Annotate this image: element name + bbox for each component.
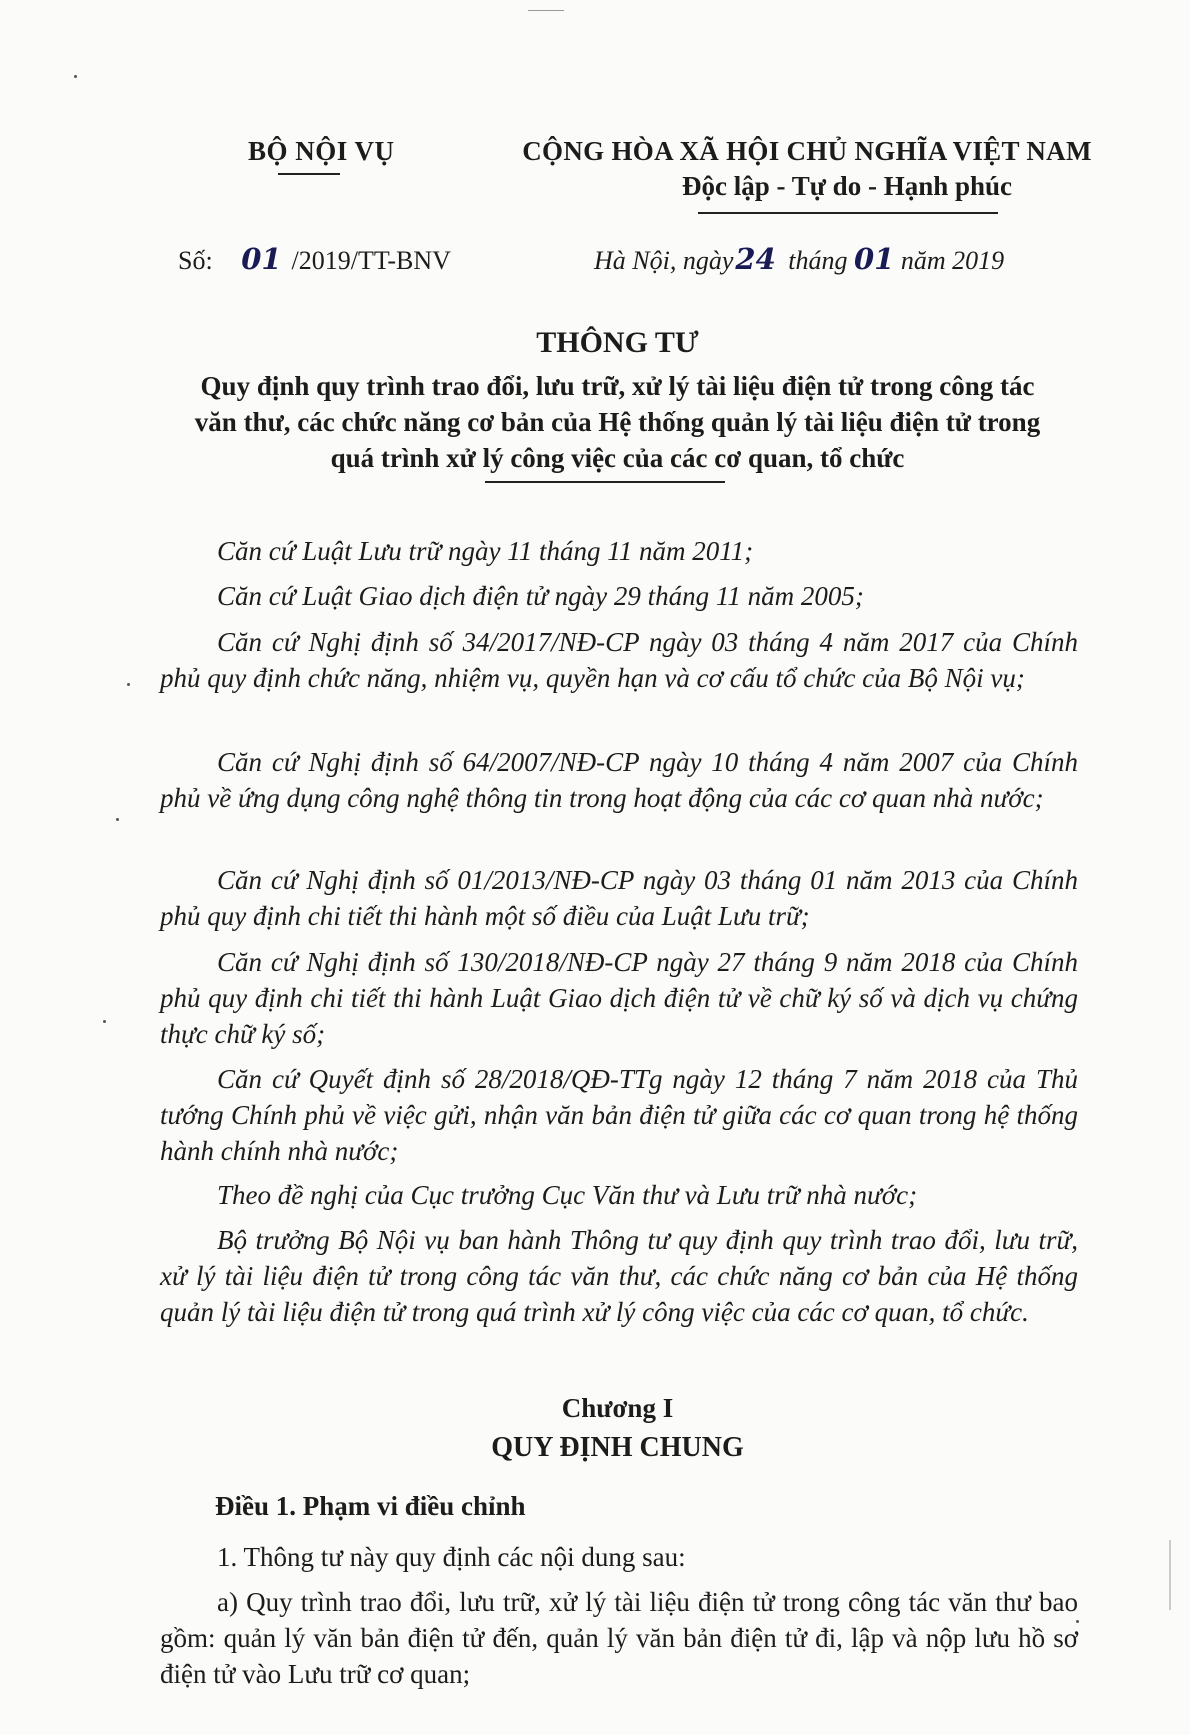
preamble-item: Căn cứ Luật Giao dịch điện tử ngày 29 tháng 11 năm 2005; xyxy=(217,581,864,611)
title-line-2: văn thư, các chức năng cơ bản của Hệ thống quản lý tài liệu điện tử trong xyxy=(194,407,1041,437)
document-date xyxy=(594,242,1004,276)
handwritten-month: 01 xyxy=(853,242,895,276)
preamble-item: Căn cứ Nghị định số 130/2018/NĐ-CP ngày 27 tháng 9 năm 2018 của Chính phủ quy định chi tiết thi hành Luật Giao dịch điện tử về chữ ký số và dịch vụ chứng thực chữ ký số; xyxy=(160,947,1078,1049)
document-number xyxy=(178,242,451,276)
date-year: năm 2019 xyxy=(900,246,1005,275)
date-month-label: tháng xyxy=(788,246,848,275)
doc-number-suffix: /2019/TT-BNV xyxy=(291,246,451,275)
preamble-item: Căn cứ Luật Lưu trữ ngày 11 tháng 11 năm 2011; xyxy=(217,536,754,566)
chapter-label: Chương I xyxy=(561,1393,674,1423)
preamble-item: Căn cứ Nghị định số 01/2013/NĐ-CP ngày 03 tháng 01 năm 2013 của Chính phủ quy định chi tiết thi hành một số điều của Luật Lưu trữ; xyxy=(160,865,1078,931)
country-name: CỘNG HÒA XÃ HỘI CHỦ NGHĨA VIỆT NAM xyxy=(522,136,1092,166)
agency-text: BỘ NỘI VỤ xyxy=(248,136,395,166)
agency-underline xyxy=(278,173,340,175)
document-type: THÔNG TƯ xyxy=(536,326,699,359)
national-header xyxy=(512,136,1102,202)
scan-edge-mark xyxy=(1169,1540,1171,1610)
preamble-item: Căn cứ Nghị định số 34/2017/NĐ-CP ngày 03 tháng 4 năm 2017 của Chính phủ quy định chức năng, nhiệm vụ, quyền hạn và cơ cấu tổ chức của Bộ Nội vụ; xyxy=(160,627,1078,693)
clause-1-point-a: a) Quy trình trao đổi, lưu trữ, xử lý tài liệu điện tử trong công tác văn thư bao gồm: quản lý văn bản điện tử đến, quản lý văn bản điện tử đi, lập và nộp lưu hồ sơ điện tử vào Lưu trữ cơ quan; xyxy=(160,1587,1078,1689)
agency-name xyxy=(248,136,395,167)
motto-underline xyxy=(698,212,998,214)
preamble-item: Theo đề nghị của Cục trưởng Cục Văn thư và Lưu trữ nhà nước; xyxy=(217,1180,918,1210)
title-underline xyxy=(485,481,725,483)
doc-number-prefix: Số: xyxy=(178,246,213,275)
preamble-item: Căn cứ Quyết định số 28/2018/QĐ-TTg ngày 12 tháng 7 năm 2018 của Thủ tướng Chính phủ về việc gửi, nhận văn bản điện tử giữa các cơ quan trong hệ thống hành chính nhà nước; xyxy=(160,1064,1078,1166)
handwritten-number: 01 xyxy=(241,242,282,276)
document-title xyxy=(120,368,1115,476)
title-line-1: Quy định quy trình trao đổi, lưu trữ, xử lý tài liệu điện tử trong công tác xyxy=(200,371,1035,401)
national-motto: Độc lập - Tự do - Hạnh phúc xyxy=(681,171,1013,201)
scan-artifact-line xyxy=(528,10,564,11)
clause-1: 1. Thông tư này quy định các nội dung sau: xyxy=(217,1542,686,1572)
chapter-name: QUY ĐỊNH CHUNG xyxy=(491,1432,744,1463)
article-heading: Điều 1. Phạm vi điều chỉnh xyxy=(215,1491,526,1521)
date-place: Hà Nội, ngày xyxy=(594,246,734,275)
preamble-item: Bộ trưởng Bộ Nội vụ ban hành Thông tư quy định quy trình trao đổi, lưu trữ, xử lý tài liệu điện tử trong công tác văn thư, các chức năng cơ bản của Hệ thống quản lý tài liệu điện tử trong quá trình xử lý công việc của các cơ quan, tổ chức. xyxy=(160,1225,1078,1327)
title-line-3: quá trình xử lý công việc của các cơ quan, tổ chức xyxy=(330,443,905,473)
preamble-item: Căn cứ Nghị định số 64/2007/NĐ-CP ngày 10 tháng 4 năm 2007 của Chính phủ về ứng dụng công nghệ thông tin trong hoạt động của các cơ quan nhà nước; xyxy=(160,747,1078,813)
handwritten-day: 24 xyxy=(735,242,776,276)
